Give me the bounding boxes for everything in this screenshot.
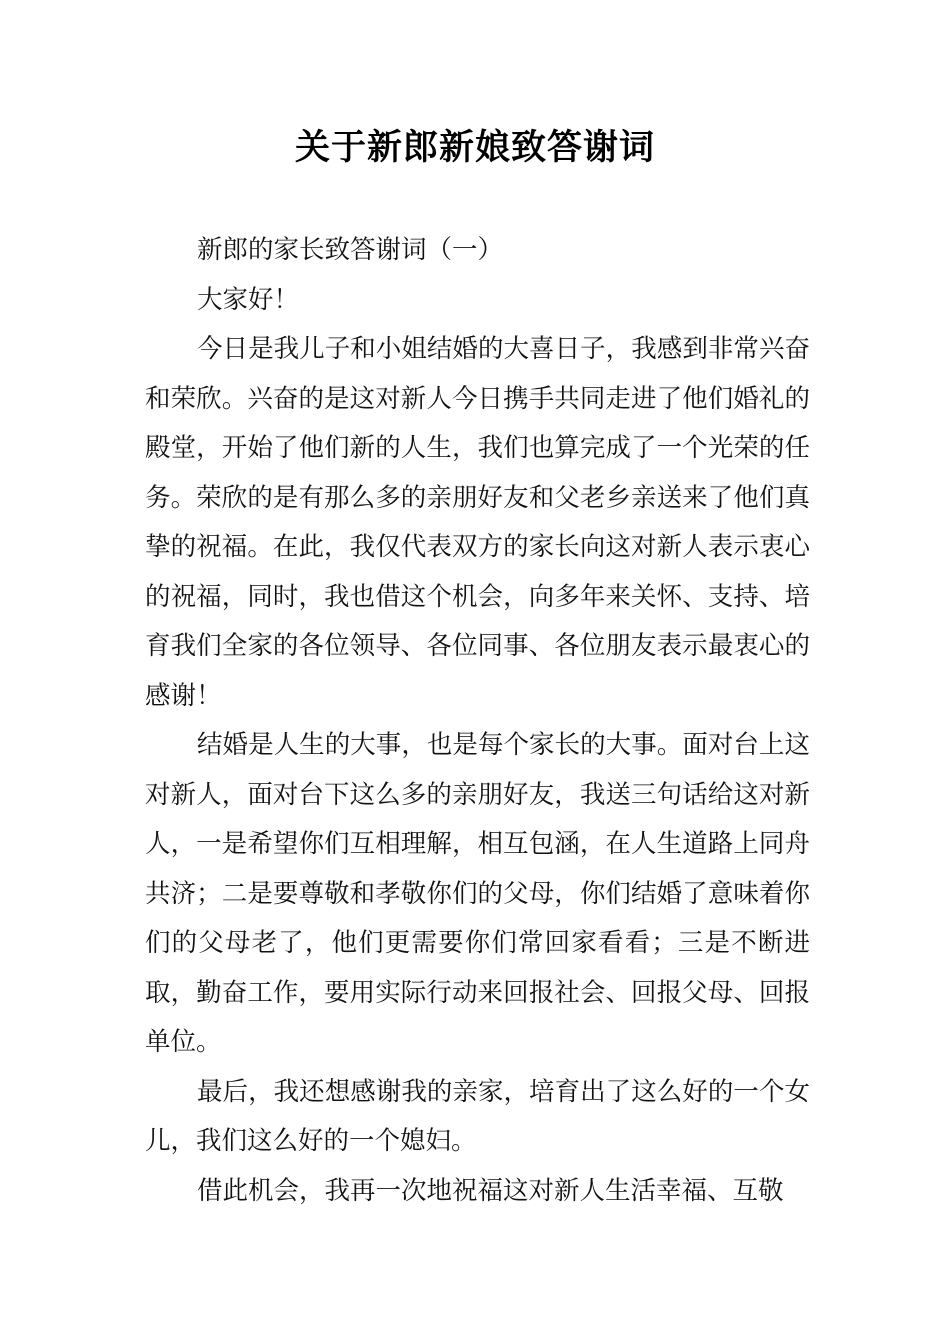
paragraph-greeting: 大家好！: [197, 284, 300, 315]
document-title: 关于新郎新娘致答谢词: [294, 128, 655, 168]
paragraph-subheading: 新郎的家长致答谢词（一）: [197, 235, 504, 265]
paragraph: 结婚是人生的大事，也是每个家长的大事。面对台上这对新人，面对台下这么多的亲朋好友，我送三句话给这对新人，一是希望你们互相理解，相互包涵，在人生道路上同舟共济；二是要尊敬和孝敬你们的父母，你们结婚了意味着你们的父母老了，他们更需要你们常回家看看；三是不断进取，勤奋工作，要用实际行动来回报社会、回报父母、回报单位。: [145, 730, 810, 1057]
paragraph: 最后，我还想感谢我的亲家，培育出了这么好的一个女儿，我们这么好的一个媳妇。: [145, 1076, 810, 1156]
paragraph: 今日是我儿子和小姐结婚的大喜日子，我感到非常兴奋和荣欣。兴奋的是这对新人今日携手共同走进了他们婚礼的殿堂，开始了他们新的人生，我们也算完成了一个光荣的任务。荣欣的是有那么多的亲朋好友和父老乡亲送来了他们真挚的祝福。在此，我仅代表双方的家长向这对新人表示衷心的祝福，同时，我也借这个机会，向多年来关怀、支持、培育我们全家的各位领导、各位同事、各位朋友表示最衷心的感谢！: [145, 334, 810, 711]
document-body: [145, 226, 810, 1216]
paragraph: 借此机会，我再一次地祝福这对新人生活幸福、互敬: [197, 1175, 784, 1206]
